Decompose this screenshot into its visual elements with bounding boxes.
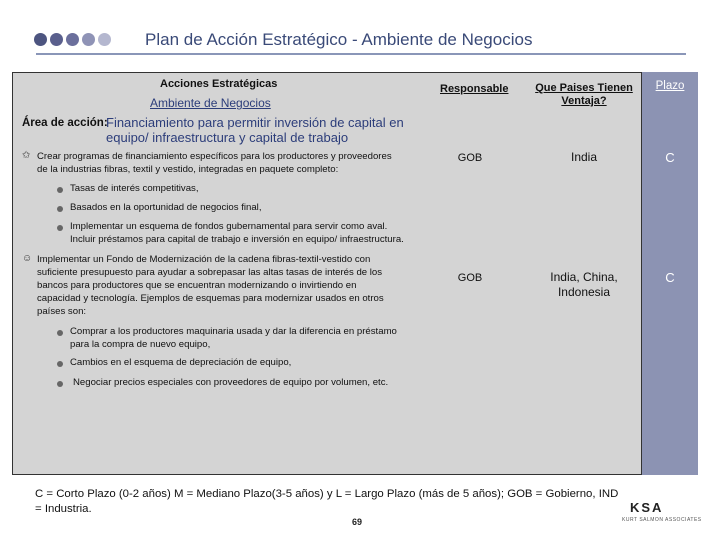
item-1-plazo: C <box>665 150 675 165</box>
item-1-line2: de la industrias fibras, textil y vestido, integradas en paquete completo: <box>37 164 339 175</box>
item-2-line5: países son: <box>37 306 87 317</box>
col-responsable-header: Responsable <box>440 83 509 95</box>
item-2-line2: suficiente presupuesto para ayudar a sobrepasar las altas tasas de interés de los <box>37 267 383 278</box>
item-2-bullet-3: Negociar precios especiales con proveedores de equipo por volumen, etc. <box>73 377 389 388</box>
bullet-icon <box>57 206 63 212</box>
item-2-line4: capacidad y tecnología. Ejemplos de esquemas para modernizar usados en otros <box>37 293 384 304</box>
dot-icon <box>82 33 95 46</box>
bullet-icon <box>57 187 63 193</box>
item-1-line1: Crear programas de financiamiento específicos para los productores y proveedores <box>37 151 392 162</box>
bullet-icon <box>57 381 63 387</box>
item-2-bullet-1: Comprar a los productores maquinaria usada y dar la diferencia en préstamo <box>70 326 397 337</box>
title-divider <box>36 53 686 55</box>
page-number: 69 <box>352 517 363 527</box>
item-2-bullet-1-cont: para la compra de nuevo equipo, <box>70 339 211 350</box>
footer-legend: C = Corto Plazo (0-2 años) M = Mediano Plazo(3-5 años) y L = Largo Plazo (más de 5 años); GOB = Gobierno, IND = Industria. <box>35 488 619 515</box>
bullet-icon <box>57 361 63 367</box>
item-1-bullet-2: Basados en la oportunidad de negocios final, <box>70 202 262 213</box>
bullet-icon <box>57 330 63 336</box>
header-dots <box>34 33 111 46</box>
star-icon: ✩ <box>22 150 31 161</box>
item-2-line1: Implementar un Fondo de Modernización de la cadena fibras-textil-vestido con <box>37 254 371 265</box>
item-1-bullet-3-cont: Incluir préstamos para capital de trabajo e inversión en equipo/ infraestructura. <box>70 234 404 245</box>
item-2-responsable: GOB <box>457 272 483 284</box>
dot-icon <box>34 33 47 46</box>
ksa-logo-subtitle: KURT SALMON ASSOCIATES <box>622 517 702 523</box>
item-2-bullet-2: Cambios en el esquema de depreciación de equipo, <box>70 357 292 368</box>
item-1-bullet-3: Implementar un esquema de fondos gubernamental para servir como aval. <box>70 221 388 232</box>
item-2-plazo: C <box>665 270 675 285</box>
item-2-paises-line1: India, China, <box>550 270 618 284</box>
item-1-bullet-1: Tasas de interés competitivas, <box>70 183 199 194</box>
item-1-paises: India <box>570 150 598 164</box>
page-title: Plan de Acción Estratégico - Ambiente de Negocios <box>145 30 533 49</box>
smiley-icon: ☺ <box>22 253 33 264</box>
area-label: Área de acción: <box>22 117 108 129</box>
item-2-paises-line2: Indonesia <box>557 285 611 299</box>
col-acciones-header: Acciones Estratégicas <box>160 78 278 90</box>
col-paises-header-line2: Ventaja? <box>561 95 607 107</box>
item-2-line3: bancos para productores que se encuentran modernizando o invirtiendo en <box>37 280 357 291</box>
col-paises-header-line1: Que Paises Tienen <box>535 82 633 94</box>
dot-icon <box>66 33 79 46</box>
bullet-icon <box>57 225 63 231</box>
col-plazo-header: Plazo <box>655 80 685 92</box>
dot-icon <box>98 33 111 46</box>
area-text: Financiamiento para permitir inversión de capital en equipo/ infraestructura y capital de trabajo <box>106 115 404 145</box>
ksa-logo: KSA <box>630 500 664 515</box>
dot-icon <box>50 33 63 46</box>
section-subheading: Ambiente de Negocios <box>150 96 271 110</box>
item-1-responsable: GOB <box>457 152 483 164</box>
